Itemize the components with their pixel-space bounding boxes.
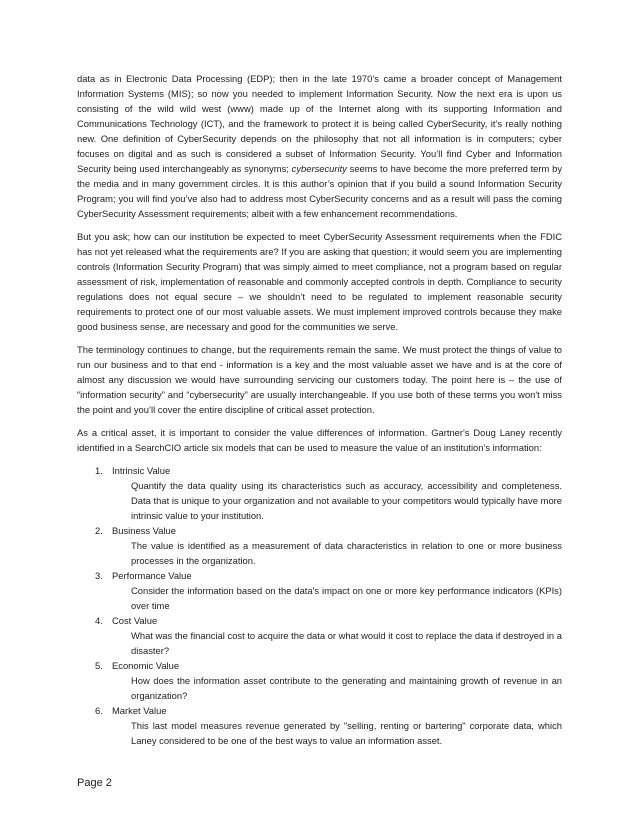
list-item — [77, 703, 562, 748]
list-item — [77, 658, 562, 703]
page-body — [77, 71, 562, 748]
model-description: The value is identified as a measurement of data characteristics in relation to one or more business processes in the organization. — [131, 540, 562, 566]
model-title: Intrinsic Value — [112, 465, 171, 476]
list-item-number: 3. — [95, 570, 103, 581]
list-item — [77, 523, 562, 568]
model-description: Consider the information based on the data's impact on one or more key performance indicators (KPIs) over time — [131, 585, 562, 611]
model-description: This last model measures revenue generated by "selling, renting or bartering" corporate data, which Laney considered to be one of the best ways to value an information asset. — [131, 720, 562, 746]
paragraph-fdic-requirements: But you ask; how can our institution be expected to meet CyberSecurity Assessment requirements when the FDIC has not yet released what the requirements are? If you are asking that question; it would seem you are implementing controls (Information Security Program) that was simply aimed to meet compliance, not a program based on regular assessment of risk, implementation of reasonable and commonly accepted controls in depth. Compliance to security regulations does not equal secure – we shouldn’t need to be regulated to implement reasonable security requirements to protect one of our most valuable assets. We must implement improved controls because they make good business sense, are necessary and good for the communities we serve. — [77, 231, 562, 332]
model-description: What was the financial cost to acquire the data or what would it cost to replace the data if destroyed in a disaster? — [131, 630, 562, 656]
paragraph-text: seems to have become the more preferred term by the media and in many government circles. It is this author’s opinion that if you build a sound Information Security Program; you will find you’ve also had to address most CyberSecurity concerns and as a result will pass the coming CyberSecurity Assessment requirements; albeit with a few enhancement recommendations. — [77, 163, 563, 219]
list-item-number: 2. — [95, 525, 103, 536]
model-title: Market Value — [112, 705, 167, 716]
paragraph-cybersecurity-history — [77, 71, 562, 221]
list-item-number: 1. — [95, 465, 103, 476]
list-item-number: 6. — [95, 705, 103, 716]
list-item — [77, 463, 562, 523]
model-description: How does the information asset contribute to the generating and maintaining growth of revenue in an organization? — [131, 675, 562, 701]
paragraph-text: data as in Electronic Data Processing (EDP); then in the late 1970’s came a broader concept of Management Information Systems (MIS); so now you needed to implement Information Security. Now the next era is upon us consisting of the wild wild west (www) made up of the Internet along with its supporting Information and Communications Technology (ICT), and the framework to protect it is being called CyberSecurity, it’s really nothing new. One definition of CyberSecurity depends on the philosophy that not all information is in computers; cyber focuses on digital and as such is considered a subset of Information Security. You’ll find Cyber and Information Security being used interchangeably as synonyms; — [77, 73, 562, 174]
emphasis-cybersecurity: cybersecurity — [291, 163, 347, 174]
list-item — [77, 613, 562, 658]
model-title: Performance Value — [112, 570, 192, 581]
page-number: Page 2 — [77, 777, 112, 789]
list-item-number: 5. — [95, 660, 103, 671]
list-item-number: 4. — [95, 615, 103, 626]
model-description: Quantify the data quality using its characteristics such as accuracy, accessibility and completeness. Data that is unique to your organization and not available to your competitors would typically have more intrinsic value to your institution. — [131, 480, 562, 521]
paragraph-value-models-intro: As a critical asset, it is important to consider the value differences of information. Gartner's Doug Laney recently identified in a SearchCIO article six models that can be used to measure the value of an institution’s information: — [77, 427, 562, 453]
model-title: Cost Value — [112, 615, 158, 626]
list-item — [77, 568, 562, 613]
paragraph-terminology: The terminology continues to change, but the requirements remain the same. We must protect the things of value to run our business and to that end - information is a key and the most valuable asset we have and is at the core of almost any discussion we would have surrounding servicing our customers today. The point here is – the use of “information security” and “cybersecurity” are usually interchangeable. If you use both of these terms you won't miss the point and you’ll cover the entire discipline of critical asset protection. — [77, 344, 562, 415]
value-models-list — [77, 463, 562, 748]
model-title: Economic Value — [112, 660, 180, 671]
model-title: Business Value — [112, 525, 176, 536]
